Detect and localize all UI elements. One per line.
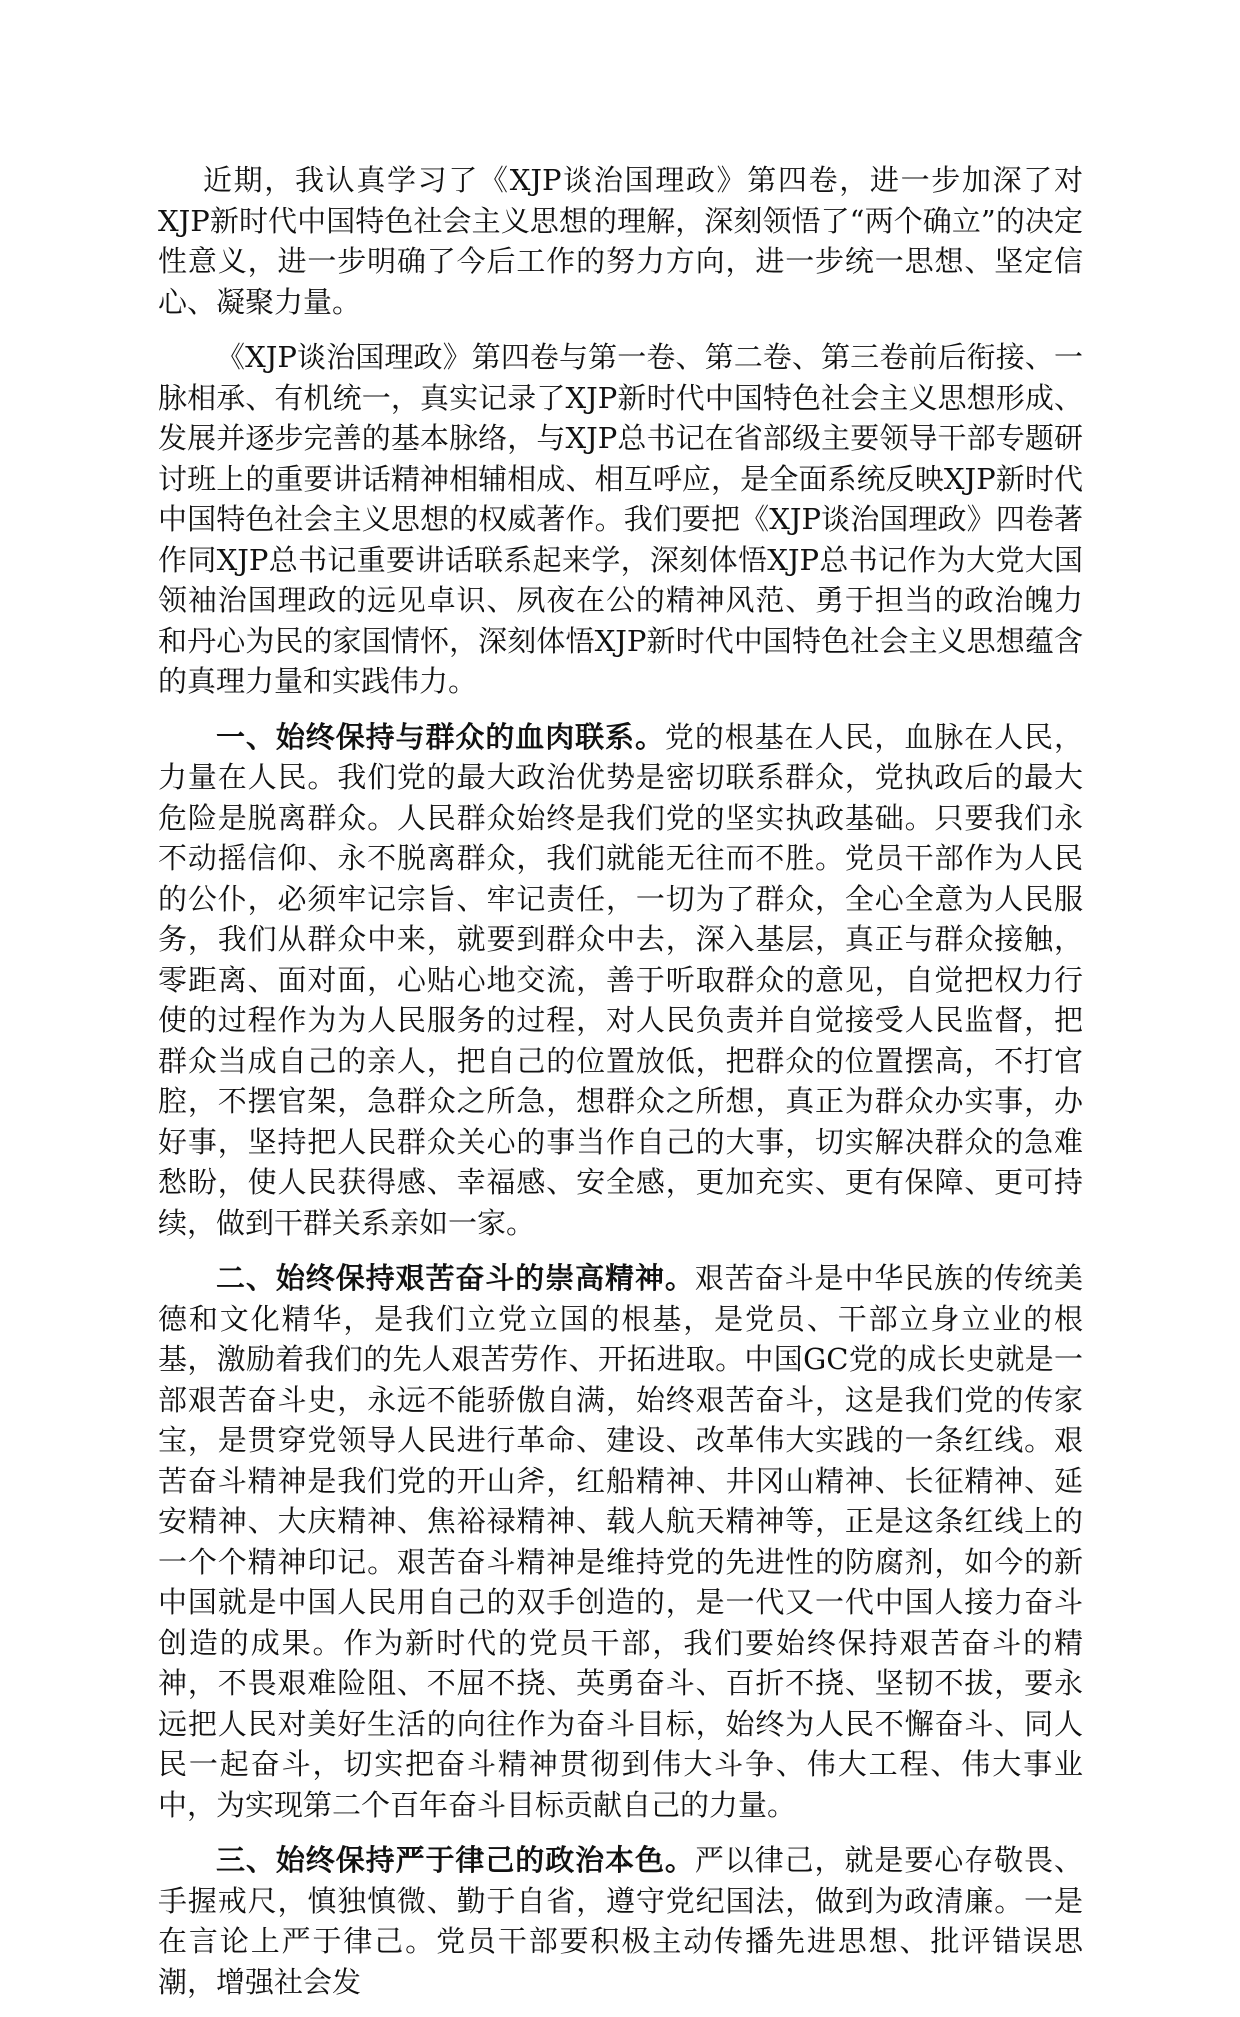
paragraph-text: 近期，我认真学习了《XJP谈治国理政》第四卷，进一步加深了对XJP新时代中国特色社会主义思想的理解，深刻领悟了“两个确立”的决定性意义，进一步明确了今后工作的努力方向，进一步统一思想、坚定信心、凝聚力量。 [158,163,1083,319]
paragraph-intro [158,160,1083,322]
paragraph-section-3 [158,1840,1083,2002]
paragraph-section-1 [158,717,1083,1244]
paragraph-text: 《XJP谈治国理政》第四卷与第一卷、第二卷、第三卷前后衔接、一脉相承、有机统一，真实记录了XJP新时代中国特色社会主义思想形成、发展并逐步完善的基本脉络，与XJP总书记在省部级主要领导干部专题研讨班上的重要讲话精神相辅相成、相互呼应，是全面系统反映XJP新时代中国特色社会主义思想的权威著作。我们要把《XJP谈治国理政》四卷著作同XJP总书记重要讲话联系起来学，深刻体悟XJP总书记作为大党大国领袖治国理政的远见卓识、夙夜在公的精神风范、勇于担当的政治魄力和丹心为民的家国情怀，深刻体悟XJP新时代中国特色社会主义思想蕴含的真理力量和实践伟力。 [158,340,1083,698]
paragraph-text: 艰苦奋斗是中华民族的传统美德和文化精华，是我们立党立国的根基，是党员、干部立身立业的根基，激励着我们的先人艰苦劳作、开拓进取。中国GC党的成长史就是一部艰苦奋斗史，永远不能骄傲自满，始终艰苦奋斗，这是我们党的传家宝，是贯穿党领导人民进行革命、建设、改革伟大实践的一条红线。艰苦奋斗精神是我们党的开山斧，红船精神、井冈山精神、长征精神、延安精神、大庆精神、焦裕禄精神、载人航天精神等，正是这条红线上的一个个精神印记。艰苦奋斗精神是维持党的先进性的防腐剂，如今的新中国就是中国人民用自己的双手创造的，是一代又一代中国人接力奋斗创造的成果。作为新时代的党员干部，我们要始终保持艰苦奋斗的精神，不畏艰难险阻、不屈不挠、英勇奋斗、百折不挠、坚韧不拔，要永远把人民对美好生活的向往作为奋斗目标，始终为人民不懈奋斗、同人民一起奋斗，切实把奋斗精神贯彻到伟大斗争、伟大工程、伟大事业中，为实现第二个百年奋斗目标贡献自己的力量。 [158,1261,1083,1822]
section-heading: 一、始终保持与群众的血肉联系。 [216,719,665,754]
section-heading: 三、始终保持严于律己的政治本色。 [216,1843,695,1877]
paragraph-overview [158,337,1083,702]
paragraph-text: 党的根基在人民，血脉在人民，力量在人民。我们党的最大政治优势是密切联系群众，党执政后的最大危险是脱离群众。人民群众始终是我们党的坚实执政基础。只要我们永不动摇信仰、永不脱离群众，我们就能无往而不胜。党员干部作为人民的公仆，必须牢记宗旨、牢记责任，一切为了群众，全心全意为人民服务，我们从群众中来，就要到群众中去，深入基层，真正与群众接触，零距离、面对面，心贴心地交流，善于听取群众的意见，自觉把权力行使的过程作为为人民服务的过程，对人民负责并自觉接受人民监督，把群众当成自己的亲人，把自己的位置放低，把群众的位置摆高，不打官腔，不摆官架，急群众之所急，想群众之所想，真正为群众办实事，办好事，坚持把人民群众关心的事当作自己的大事，切实解决群众的急难愁盼，使人民获得感、幸福感、安全感，更加充实、更有保障、更可持续，做到干群关系亲如一家。 [158,719,1083,1240]
section-heading: 二、始终保持艰苦奋斗的崇高精神。 [216,1261,695,1295]
paragraph-text: 严以律己，就是要心存敬畏、手握戒尺，慎独慎微、勤于自省，遵守党纪国法，做到为政清廉。一是在言论上严于律己。党员干部要积极主动传播先进思想、批评错误思潮，增强社会发 [158,1843,1083,1999]
document-body [158,160,1083,2017]
paragraph-section-2 [158,1258,1083,1825]
